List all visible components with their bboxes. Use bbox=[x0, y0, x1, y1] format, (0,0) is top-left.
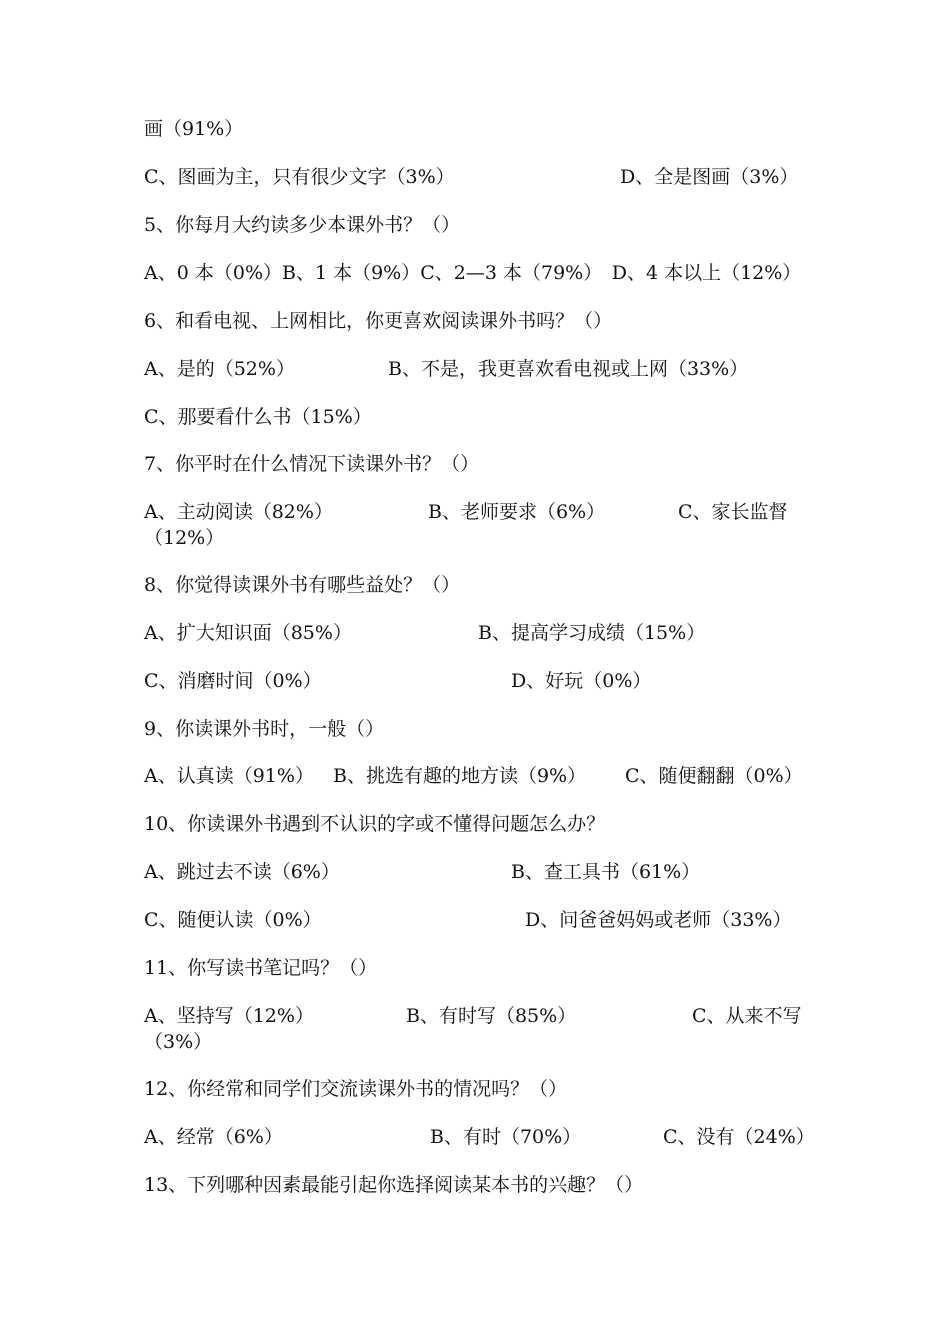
question-5: 5、你每月大约读多少本课外书？（） bbox=[144, 214, 461, 236]
question-11: 11、你写读书笔记吗？（） bbox=[144, 957, 378, 979]
question-10: 10、你读课外书遇到不认识的字或不懂得问题怎么办？ bbox=[144, 813, 606, 835]
q8-option-a: A、扩大知识面（85%） bbox=[144, 622, 352, 644]
q11-option-c-percent: （3%） bbox=[144, 1031, 213, 1053]
question-12: 12、你经常和同学们交流读课外书的情况吗？（） bbox=[144, 1078, 568, 1100]
q5-options: A、0 本（0%）B、1 本（9%）C、2—3 本（79%） D、4 本以上（12%） bbox=[144, 262, 802, 284]
q10-option-a: A、跳过去不读（6%） bbox=[144, 861, 340, 883]
q4-option-c: C、图画为主，只有很少文字（3%） bbox=[144, 166, 455, 188]
q4-option-d: D、全是图画（3%） bbox=[620, 166, 799, 188]
q6-option-a: A、是的（52%） bbox=[144, 358, 295, 380]
q7-option-a: A、主动阅读（82%） bbox=[144, 501, 333, 523]
q9-option-a: A、认真读（91%） bbox=[144, 765, 314, 787]
q11-option-a: A、坚持写（12%） bbox=[144, 1005, 314, 1027]
question-13: 13、下列哪种因素最能引起你选择阅读某本书的兴趣？（） bbox=[144, 1174, 644, 1196]
q7-option-c: C、家长监督 bbox=[678, 501, 788, 523]
q8-option-b: B、提高学习成绩（15%） bbox=[478, 622, 706, 644]
q7-option-c-percent: （12%） bbox=[144, 527, 225, 549]
q8-option-d: D、好玩（0%） bbox=[511, 670, 652, 692]
q12-option-a: A、经常（6%） bbox=[144, 1126, 283, 1148]
question-8: 8、你觉得读课外书有哪些益处？（） bbox=[144, 574, 461, 596]
q10-option-c: C、随便认读（0%） bbox=[144, 909, 322, 931]
q12-option-b: B、有时（70%） bbox=[430, 1126, 582, 1148]
q12-option-c: C、没有（24%） bbox=[663, 1126, 815, 1148]
q6-option-c: C、那要看什么书（15%） bbox=[144, 406, 372, 428]
q10-option-d: D、问爸爸妈妈或老师（33%） bbox=[525, 909, 792, 931]
q7-option-b: B、老师要求（6%） bbox=[428, 501, 606, 523]
question-9: 9、你读课外书时，一般（） bbox=[144, 718, 385, 740]
continued-option-text: 画（91%） bbox=[144, 118, 244, 140]
question-7: 7、你平时在什么情况下读课外书？（） bbox=[144, 453, 480, 475]
q6-option-b: B、不是，我更喜欢看电视或上网（33%） bbox=[388, 358, 749, 380]
q9-option-b: B、挑选有趣的地方读（9%） bbox=[333, 765, 587, 787]
q8-option-c: C、消磨时间（0%） bbox=[144, 670, 322, 692]
q9-option-c: C、随便翻翻（0%） bbox=[625, 765, 803, 787]
q10-option-b: B、查工具书（61%） bbox=[511, 861, 701, 883]
q11-option-c: C、从来不写 bbox=[692, 1005, 802, 1027]
q11-option-b: B、有时写（85%） bbox=[406, 1005, 577, 1027]
question-6: 6、和看电视、上网相比，你更喜欢阅读课外书吗？（） bbox=[144, 310, 613, 332]
